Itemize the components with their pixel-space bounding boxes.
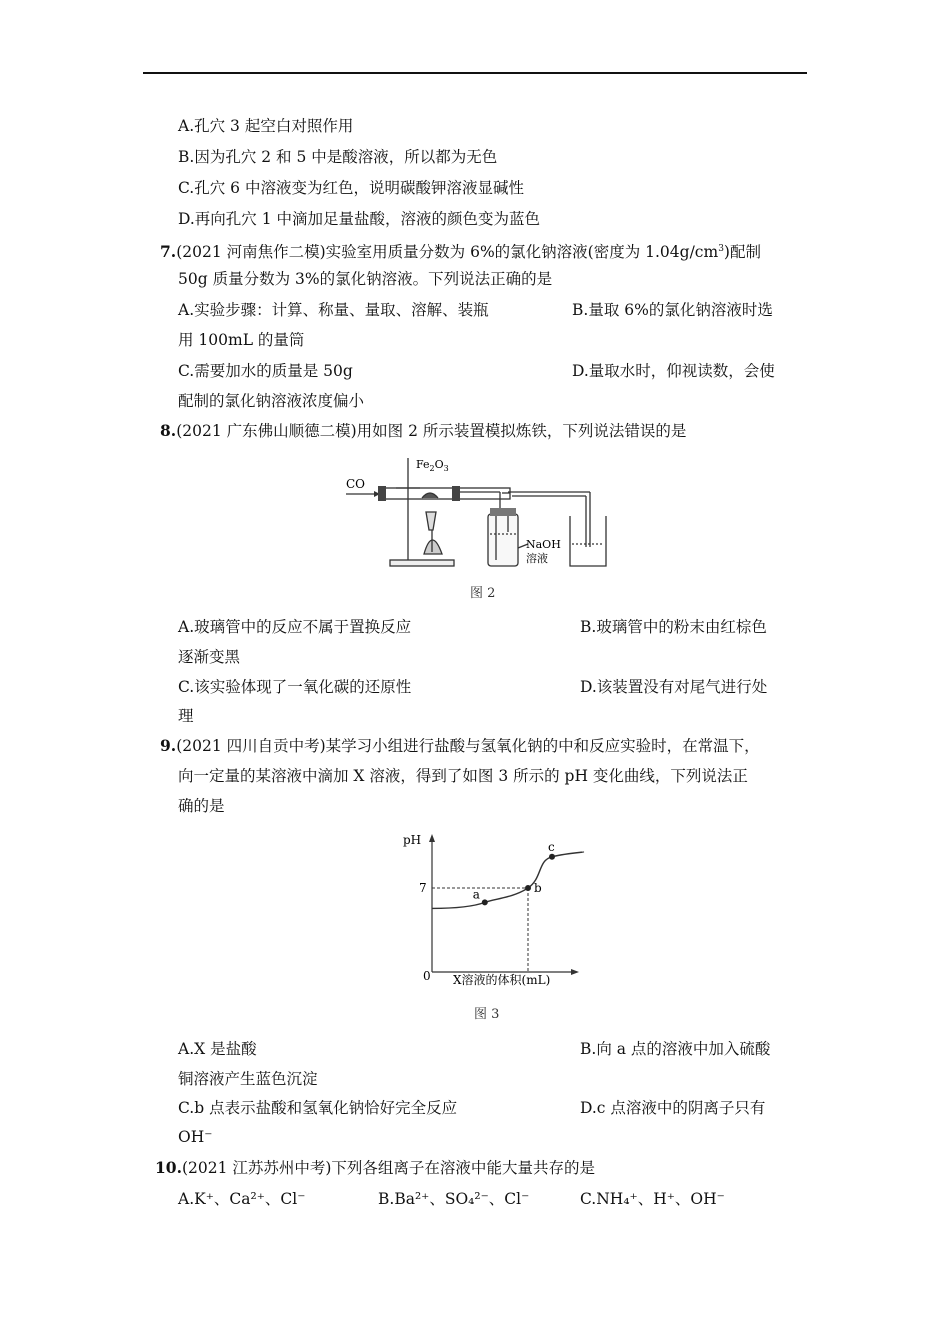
q6-option-d: D.再向孔穴 1 中滴加足量盐酸，溶液的颜色变为蓝色 (178, 210, 541, 228)
q6-option-b: B.因为孔穴 2 和 5 中是酸溶液，所以都为无色 (178, 148, 498, 166)
y-tick-7: 7 (419, 881, 427, 895)
x-axis-label: X溶液的体积(mL) (453, 973, 551, 987)
q8-option-c: C.该实验体现了一氧化碳的还原性 (178, 678, 412, 696)
q7-stem-text: (2021 河南焦作二模)实验室用质量分数为 6%的氯化钠溶液(密度为 1.04g/cm (176, 243, 719, 262)
q8-stem (160, 420, 686, 442)
data-point-b (525, 885, 531, 891)
data-point-c (549, 854, 555, 860)
header-rule (143, 72, 807, 74)
figure-2-apparatus (340, 452, 625, 577)
q10-stem (155, 1157, 595, 1179)
ph-curve (432, 852, 583, 908)
q7-number: 7. (160, 242, 177, 262)
data-point-a (482, 899, 488, 905)
figure-3-caption: 图 3 (474, 1007, 500, 1022)
q9-option-a: A.X 是盐酸 (178, 1040, 257, 1058)
q7-option-b: B.量取 6%的氯化钠溶液时选 (572, 301, 773, 319)
figure-3-ph-chart (395, 822, 585, 992)
q9-stem-text: (2021 四川自贡中考)某学习小组进行盐酸与氢氧化钠的中和反应实验时，在常温下， (176, 737, 760, 755)
q9-option-b: B.向 a 点的溶液中加入硫酸 (580, 1040, 771, 1058)
q9-stem-line2: 向一定量的某溶液中滴加 X 溶液，得到了如图 3 所示的 pH 变化曲线，下列说法正 (178, 767, 748, 785)
q9-option-d: D.c 点溶液中的阴离子只有 (580, 1099, 766, 1117)
q7-option-c: C.需要加水的质量是 50g (178, 362, 353, 380)
q8-number: 8. (160, 421, 177, 440)
point-label-c: c (548, 839, 555, 854)
figure-2-caption: 图 2 (470, 586, 496, 601)
fig2-label-solution: 溶液 (526, 552, 548, 565)
q10-number: 10. (155, 1158, 182, 1177)
q9-stem-line1 (160, 735, 760, 757)
fig2-label-naoh: NaOH (526, 538, 561, 551)
q10-stem-text: (2021 江苏苏州中考)下列各组离子在溶液中能大量共存的是 (181, 1159, 595, 1177)
q8-option-b: B.玻璃管中的粉末由红棕色 (580, 618, 767, 636)
q9-option-d-cont: OH⁻ (178, 1128, 213, 1146)
point-label-a: a (472, 887, 480, 902)
q9-option-b-cont: 铜溶液产生蓝色沉淀 (178, 1070, 318, 1088)
q9-stem-line3: 确的是 (178, 797, 225, 815)
q7-option-a: A.实验步骤：计算、称量、量取、溶解、装瓶 (178, 301, 489, 319)
q7-stem-line1 (160, 238, 761, 263)
q6-option-a: A.孔穴 3 起空白对照作用 (178, 117, 354, 135)
fig2-label-fe2o3: $Fe_2O_3$ (416, 458, 449, 473)
q9-option-c: C.b 点表示盐酸和氢氧化钠恰好完全反应 (178, 1099, 458, 1117)
q7-stem-sup: 3 (718, 244, 724, 254)
q8-option-a: A.玻璃管中的反应不属于置换反应 (178, 618, 412, 636)
q7-option-d: D.量取水时，仰视读数，会使 (572, 362, 775, 380)
q9-number: 9. (160, 736, 177, 755)
q8-stem-text: (2021 广东佛山顺德二模)用如图 2 所示装置模拟炼铁，下列说法错误的是 (176, 422, 687, 440)
q10-option-b: B.Ba²⁺、SO₄²⁻、Cl⁻ (378, 1190, 530, 1208)
q6-option-c: C.孔穴 6 中溶液变为红色，说明碳酸钾溶液显碱性 (178, 179, 524, 197)
y-axis-label: pH (403, 833, 422, 847)
q7-stem-end: )配制 (723, 243, 761, 262)
q10-option-c: C.NH₄⁺、H⁺、OH⁻ (580, 1190, 725, 1208)
q7-option-b-cont: 用 100mL 的量筒 (178, 331, 305, 349)
origin-label: 0 (423, 969, 431, 983)
q8-option-d-cont: 理 (178, 707, 194, 725)
q7-stem-line2: 50g 质量分数为 3%的氯化钠溶液。下列说法正确的是 (178, 270, 553, 288)
fig2-label-co: CO (346, 477, 366, 491)
q8-option-d: D.该装置没有对尾气进行处 (580, 678, 768, 696)
q8-option-b-cont: 逐渐变黑 (178, 648, 241, 666)
point-label-b: b (534, 881, 542, 895)
q7-option-d-cont: 配制的氯化钠溶液浓度偏小 (178, 392, 365, 410)
q10-option-a: A.K⁺、Ca²⁺、Cl⁻ (178, 1190, 306, 1208)
